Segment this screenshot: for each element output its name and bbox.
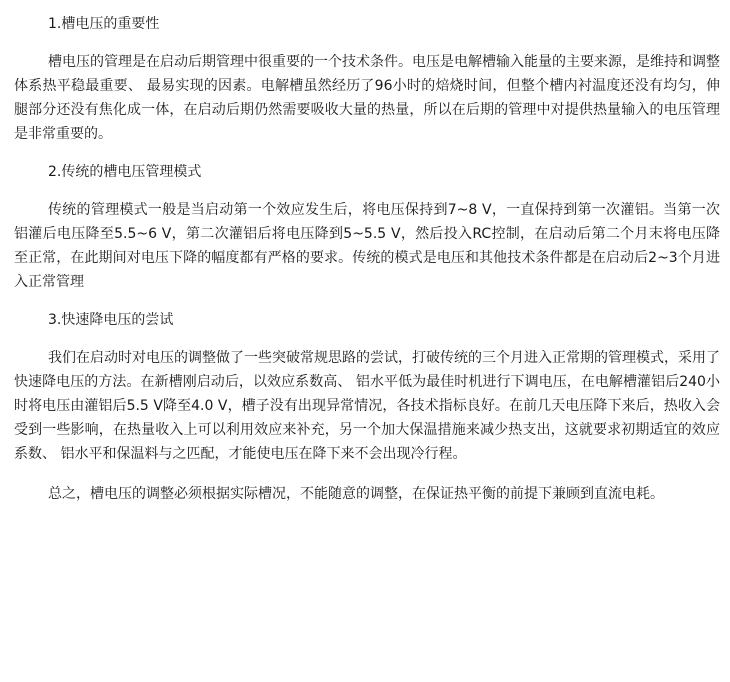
section-paragraph-1: 槽电压的管理是在启动后期管理中很重要的一个技术条件。电压是电解槽输入能量的主要来源，是维持和调整体系热平稳最重要、 最易实现的因素。电解槽虽然经历了96小时的焙烧时间，但整个槽内衬温度还没有均匀，伸腿部分还没有焦化成一体，在启动后期仍然需要吸收大量的热量，所以在后期的管理中对提供热量输入的电压管理是非常重要的。 (14, 54, 720, 142)
section-heading-3: 3.快速降电压的尝试 (48, 312, 174, 328)
conclusion-paragraph: 总之，槽电压的调整必须根据实际槽况，不能随意的调整，在保证热平衡的前提下兼顾到直流电耗。 (48, 486, 664, 502)
section-heading-2: 2.传统的槽电压管理模式 (48, 164, 202, 180)
section-paragraph-2: 传统的管理模式一般是当启动第一个效应发生后，将电压保持到7~8 V，一直保持到第一次灌铝。当第一次铝灌后电压降至5.5~6 V，第二次灌铝后将电压降到5~5.5 V，然后投入RC控制，在启动后第二个月末将电压降至正常，在此期间对电压下降的幅度都有严格的要求。传统的模式是电压和其他技术条件都是在启动后2~3个月进入正常管理 (14, 202, 720, 290)
section-heading-1: 1.槽电压的重要性 (48, 16, 160, 32)
section-paragraph-3: 我们在启动时对电压的调整做了一些突破常规思路的尝试，打破传统的三个月进入正常期的管理模式，采用了快速降电压的方法。在新槽刚启动后，以效应系数高、 铝水平低为最佳时机进行下调电压，在电解槽灌铝后240小时将电压由灌铝后5.5 V降至4.0 V，槽子没有出现异常情况，各技术指标良好。在前几天电压降下来后，热收入会受到一些影响，在热量收入上可以利用效应来补充，另一个加大保温措施来减少热支出，这就要求初期适宜的效应系数、 铝水平和保温料与之匹配，才能使电压在降下来不会出现冷行程。 (14, 350, 720, 462)
document-body (14, 14, 720, 506)
